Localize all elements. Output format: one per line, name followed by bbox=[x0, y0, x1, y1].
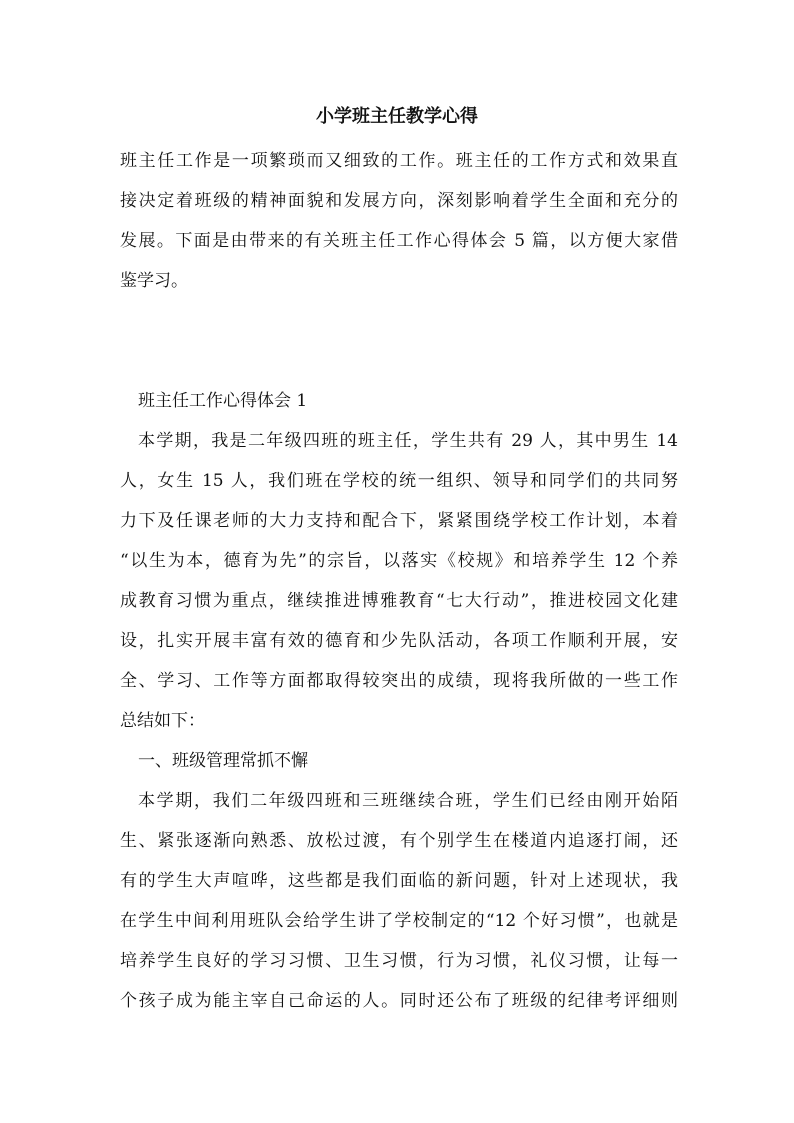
paragraph-line: 总结如下： bbox=[120, 711, 205, 731]
document-body bbox=[120, 141, 678, 1021]
paragraph-line: 本学期，我们二年级四班和三班继续合班，学生们已经由刚开始陌 bbox=[138, 791, 678, 811]
paragraph-line: 接决定着班级的精神面貌和发展方向，深刻影响着学生全面和充分的 bbox=[120, 191, 678, 211]
paragraph-line: 个孩子成为能主宰自己命运的人。同时还公布了班级的纪律考评细则 bbox=[120, 991, 678, 1011]
document-title: 小学班主任教学心得 bbox=[316, 106, 478, 127]
paragraph-line: 培养学生良好的学习习惯、卫生习惯，行为习惯，礼仪习惯，让每一 bbox=[120, 951, 678, 971]
paragraph-line: 发展。下面是由带来的有关班主任工作心得体会 5 篇，以方便大家借 bbox=[120, 231, 678, 251]
paragraph-line: 在学生中间利用班队会给学生讲了学校制定的“12 个好习惯”，也就是 bbox=[120, 911, 678, 931]
paragraph-line: “以生为本，德育为先”的宗旨，以落实《校规》和培养学生 12 个养 bbox=[120, 551, 678, 571]
paragraph-line: 有的学生大声喧哗，这些都是我们面临的新问题，针对上述现状，我 bbox=[120, 871, 678, 891]
paragraph-line: 设，扎实开展丰富有效的德育和少先队活动，各项工作顺利开展，安 bbox=[120, 631, 678, 651]
paragraph-line: 成教育习惯为重点，继续推进博雅教育“七大行动”，推进校园文化建 bbox=[120, 591, 678, 611]
paragraph-line: 人，女生 15 人，我们班在学校的统一组织、领导和同学们的共同努 bbox=[120, 471, 678, 491]
paragraph-gap bbox=[120, 301, 678, 341]
section-heading: 一、班级管理常抓不懈 bbox=[138, 751, 308, 771]
paragraph-gap bbox=[120, 341, 678, 381]
paragraph-line: 班主任工作是一项繁琐而又细致的工作。班主任的工作方式和效果直 bbox=[120, 151, 678, 171]
paragraph-line: 生、紧张逐渐向熟悉、放松过渡，有个别学生在楼道内追逐打闹，还 bbox=[120, 831, 678, 851]
paragraph-line: 本学期，我是二年级四班的班主任，学生共有 29 人，其中男生 14 bbox=[138, 431, 678, 451]
paragraph-line: 力下及任课老师的大力支持和配合下，紧紧围绕学校工作计划，本着 bbox=[120, 511, 678, 531]
paragraph-line: 全、学习、工作等方面都取得较突出的成绩，现将我所做的一些工作 bbox=[120, 671, 678, 691]
section-heading: 班主任工作心得体会 1 bbox=[138, 391, 308, 411]
paragraph-line: 鉴学习。 bbox=[120, 271, 188, 291]
